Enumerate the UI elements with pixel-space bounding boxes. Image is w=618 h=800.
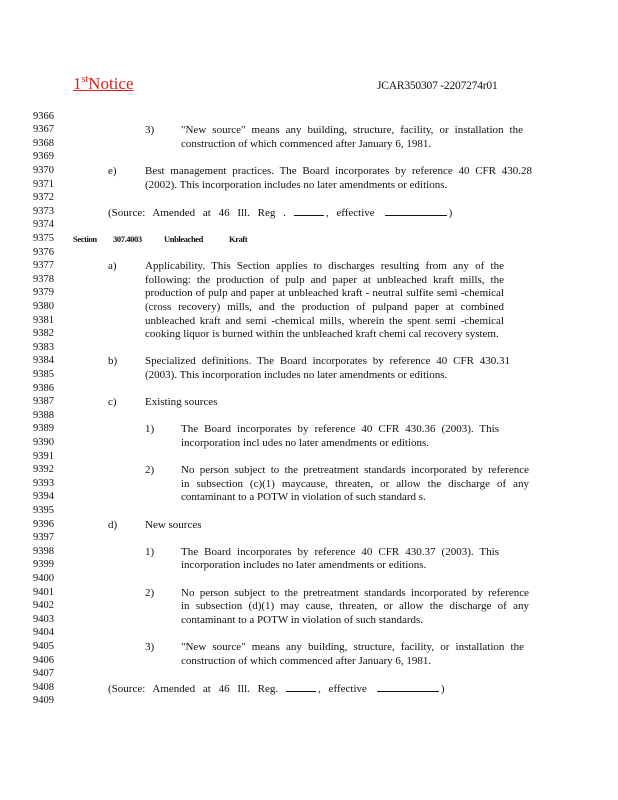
register-blank	[286, 681, 316, 692]
paragraph-line: Specialized definitions. The Board incorporates by reference 40 CFR 430.31	[145, 355, 510, 368]
source-suffix: )	[440, 682, 445, 695]
line-number: 9381	[33, 314, 54, 326]
paragraph-line: production of pulp and paper at unbleached kraft - neutral sulfite semi -chemical	[145, 287, 504, 300]
line-number: 9395	[33, 504, 54, 516]
paragraph-line: contaminant to a POTW in violation of such standards.	[181, 613, 424, 626]
paragraph-line: Applicability. This Section applies to discharges resulting from any of the	[145, 260, 504, 273]
paragraph-line: (cross recovery) mills, and the production of pulpand paper at combined	[145, 300, 504, 313]
source-middle: , effective	[325, 206, 375, 219]
paragraph-marker: 1)	[145, 423, 155, 436]
line-number: 9382	[33, 328, 54, 340]
line-number: 9400	[33, 572, 54, 584]
line-number: 9388	[33, 409, 54, 421]
paragraph-line: Best management practices. The Board incorporates by reference 40 CFR 430.28	[145, 164, 532, 177]
paragraph-line: unbleached kraft and semi -chemical mills, wherein the spent semi -chemical	[145, 314, 504, 327]
source-prefix: (Source: Amended at 46 Ill. Reg .	[108, 206, 286, 219]
line-number: 9378	[33, 273, 54, 285]
line-number: 9403	[33, 613, 54, 625]
line-number: 9392	[33, 464, 54, 476]
line-number: 9408	[33, 681, 54, 693]
paragraph-marker: 2)	[145, 586, 155, 599]
paragraph-line: No person subject to the pretreatment standards incorporated by reference	[181, 464, 529, 477]
line-number: 9371	[33, 178, 54, 190]
line-number: 9383	[33, 341, 54, 353]
section-title: Kraft	[229, 233, 248, 244]
section-label: Section	[73, 233, 97, 244]
source-middle: , effective	[318, 682, 367, 695]
section-number: 307.4003	[113, 233, 142, 244]
document-id: JCAR350307 -2207274r01	[377, 80, 498, 92]
paragraph-marker: 3)	[145, 640, 155, 653]
source-prefix: (Source: Amended at 46 Ill. Reg.	[108, 682, 279, 695]
line-number: 9391	[33, 450, 54, 462]
subsection-heading: New sources	[145, 518, 202, 531]
line-number: 9404	[33, 627, 54, 639]
line-number: 9366	[33, 110, 54, 122]
line-number: 9406	[33, 654, 54, 666]
paragraph-line: "New source" means any building, structure, facility, or installation the	[181, 124, 523, 137]
paragraph-line: in subsection (c)(1) maycause, threaten, or allow the discharge of any	[181, 477, 529, 490]
section-title: Unbleached	[164, 233, 203, 244]
line-number: 9377	[33, 260, 54, 272]
line-number: 9390	[33, 436, 54, 448]
paragraph-line: No person subject to the pretreatment standards incorporated by reference	[181, 586, 529, 599]
line-number: 9374	[33, 219, 54, 231]
paragraph-line: cooking liquor is burned within the unbleached kraft chemi cal recovery system.	[145, 328, 499, 341]
paragraph-line: The Board incorporates by reference 40 CFR 430.37 (2003). This	[181, 545, 499, 558]
paragraph-marker: 1)	[145, 545, 155, 558]
line-number: 9373	[33, 205, 54, 217]
line-number: 9407	[33, 668, 54, 680]
line-number: 9369	[33, 151, 54, 163]
paragraph-line: incorporation includes no later amendments or editions.	[181, 559, 427, 572]
line-number: 9372	[33, 192, 54, 204]
source-suffix: )	[448, 206, 453, 219]
line-number: 9385	[33, 368, 54, 380]
line-number: 9405	[33, 640, 54, 652]
notice-title: 1stNotice	[73, 74, 134, 93]
line-number: 9409	[33, 695, 54, 707]
paragraph-marker: 2)	[145, 464, 155, 477]
line-number: 9376	[33, 246, 54, 258]
line-number: 9375	[33, 232, 54, 244]
paragraph-marker: b)	[108, 355, 118, 368]
paragraph-line: construction of which commenced after January 6, 1981.	[181, 137, 432, 150]
paragraph-line: following: the production of pulp and paper at unbleached kraft mills, the	[145, 273, 504, 286]
paragraph-marker: d)	[108, 518, 118, 531]
paragraph-line: (2003). This incorporation includes no later amendments or editions.	[145, 368, 448, 381]
effective-date-blank	[385, 205, 447, 216]
line-number: 9367	[33, 124, 54, 136]
line-number: 9386	[33, 382, 54, 394]
line-number: 9379	[33, 287, 54, 299]
paragraph-line: construction of which commenced after January 6, 1981.	[181, 654, 432, 667]
line-number: 9389	[33, 423, 54, 435]
register-blank	[294, 205, 324, 216]
paragraph-marker: a)	[108, 260, 117, 273]
paragraph-line: incorporation incl udes no later amendments or editions.	[181, 436, 430, 449]
line-number: 9399	[33, 559, 54, 571]
source-note	[108, 205, 452, 219]
paragraph-line: (2002). This incorporation includes no later amendments or editions.	[145, 178, 448, 191]
line-number: 9398	[33, 545, 54, 557]
line-number: 9387	[33, 396, 54, 408]
line-number: 9402	[33, 600, 54, 612]
paragraph-line: "New source" means any building, structure, facility, or installation the	[181, 640, 524, 653]
paragraph-line: contaminant to a POTW in violation of such standard s.	[181, 491, 426, 504]
paragraph-marker: c)	[108, 396, 117, 409]
line-number: 9393	[33, 477, 54, 489]
line-number: 9384	[33, 355, 54, 367]
effective-date-blank	[377, 681, 439, 692]
line-number: 9396	[33, 518, 54, 530]
source-note	[108, 681, 445, 695]
paragraph-line: The Board incorporates by reference 40 CFR 430.36 (2003). This	[181, 423, 499, 436]
line-number: 9397	[33, 532, 54, 544]
paragraph-line: in subsection (d)(1) may cause, threaten, or allow the discharge of any	[181, 600, 529, 613]
line-number: 9380	[33, 300, 54, 312]
line-number: 9370	[33, 164, 54, 176]
paragraph-marker: e)	[108, 164, 117, 177]
line-number: 9368	[33, 137, 54, 149]
subsection-heading: Existing sources	[145, 396, 218, 409]
paragraph-marker: 3)	[145, 124, 155, 137]
line-number: 9401	[33, 586, 54, 598]
line-number: 9394	[33, 491, 54, 503]
